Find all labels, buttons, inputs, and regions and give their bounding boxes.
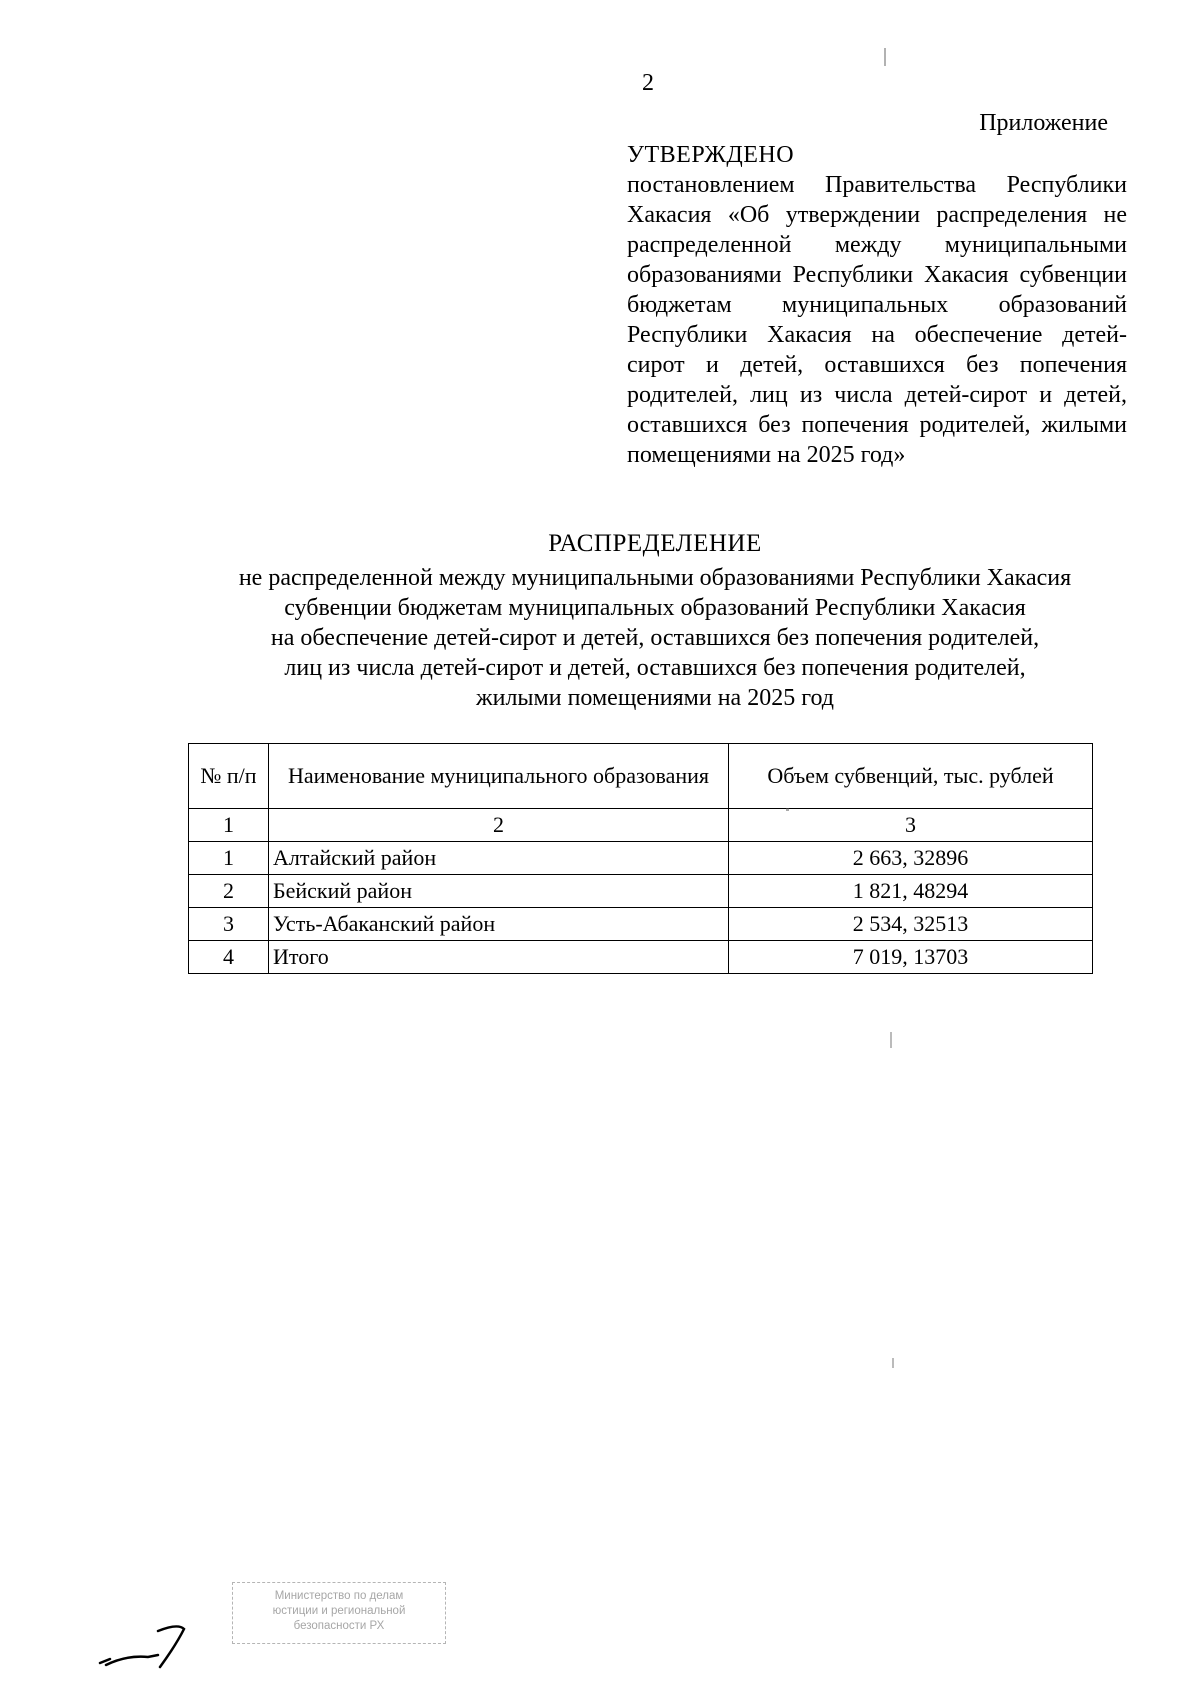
- header-name: Наименование муниципального образования: [269, 744, 729, 809]
- distribution-table: [188, 743, 1093, 974]
- row-num: 2: [189, 875, 269, 908]
- row-volume: 2 663, 32896: [729, 842, 1093, 875]
- subtitle-line: субвенции бюджетам муниципальных образований Республики Хакасия: [284, 595, 1026, 621]
- registration-stamp: [232, 1582, 446, 1644]
- stamp-line: юстиции и региональной: [272, 1605, 406, 1617]
- table-row: [189, 842, 1093, 875]
- approval-block: [627, 140, 1127, 470]
- row-name: Бейский район: [269, 875, 729, 908]
- row-volume: 7 019, 13703: [729, 941, 1093, 974]
- header-volume: Объем субвенций, тыс. рублей: [729, 744, 1093, 809]
- row-name: Итого: [269, 941, 729, 974]
- page-number: 2: [642, 70, 654, 96]
- stamp-line: безопасности РХ: [293, 1620, 385, 1632]
- row-num: 1: [189, 842, 269, 875]
- scan-speck: [786, 808, 789, 811]
- stamp-line: Министерство по делам: [274, 1590, 404, 1602]
- row-volume: 2 534, 32513: [729, 908, 1093, 941]
- row-num: 3: [189, 908, 269, 941]
- scan-speck: [884, 48, 886, 66]
- index-cell: 2: [269, 809, 729, 842]
- table-total-row: [189, 941, 1093, 974]
- subtitle-line: жилыми помещениями на 2025 год: [476, 685, 834, 711]
- table-header-row: [189, 744, 1093, 809]
- table-index-row: [189, 809, 1093, 842]
- row-volume: 1 821, 48294: [729, 875, 1093, 908]
- row-num: 4: [189, 941, 269, 974]
- scan-speck: [892, 1358, 894, 1368]
- subtitle-line: не распределенной между муниципальными образованиями Республики Хакасия: [238, 565, 1072, 591]
- table-row: [189, 908, 1093, 941]
- document-title: РАСПРЕДЕЛЕНИЕ: [548, 530, 762, 557]
- index-cell: 3: [729, 809, 1093, 842]
- header-num: № п/п: [189, 744, 269, 809]
- row-name: Алтайский район: [269, 842, 729, 875]
- document-subtitle: [150, 563, 1160, 713]
- subtitle-line: на обеспечение детей-сирот и детей, оставшихся без попечения родителей,: [270, 625, 1040, 651]
- scan-speck: [890, 1032, 892, 1048]
- signature-mark: [96, 1615, 206, 1675]
- index-cell: 1: [189, 809, 269, 842]
- approval-heading: УТВЕРЖДЕНО: [627, 142, 795, 168]
- appendix-label: Приложение: [979, 110, 1108, 136]
- subtitle-line: лиц из числа детей-сирот и детей, оставшихся без попечения родителей,: [284, 655, 1026, 681]
- table-row: [189, 875, 1093, 908]
- row-name: Усть-Абаканский район: [269, 908, 729, 941]
- approval-text: постановлением Правительства Республики Хакасия «Об утверждении распределения не распределенной между муниципальными образованиями Республики Хакасия субвенции бюджетам муниципальных образований Республики Хакасия на обеспечение детей-сирот и детей, оставшихся без попечения родителей, лиц из числа детей-сирот и детей, оставшихся без попечения родителей, жилыми помещениями на 2025 год»: [627, 172, 1127, 468]
